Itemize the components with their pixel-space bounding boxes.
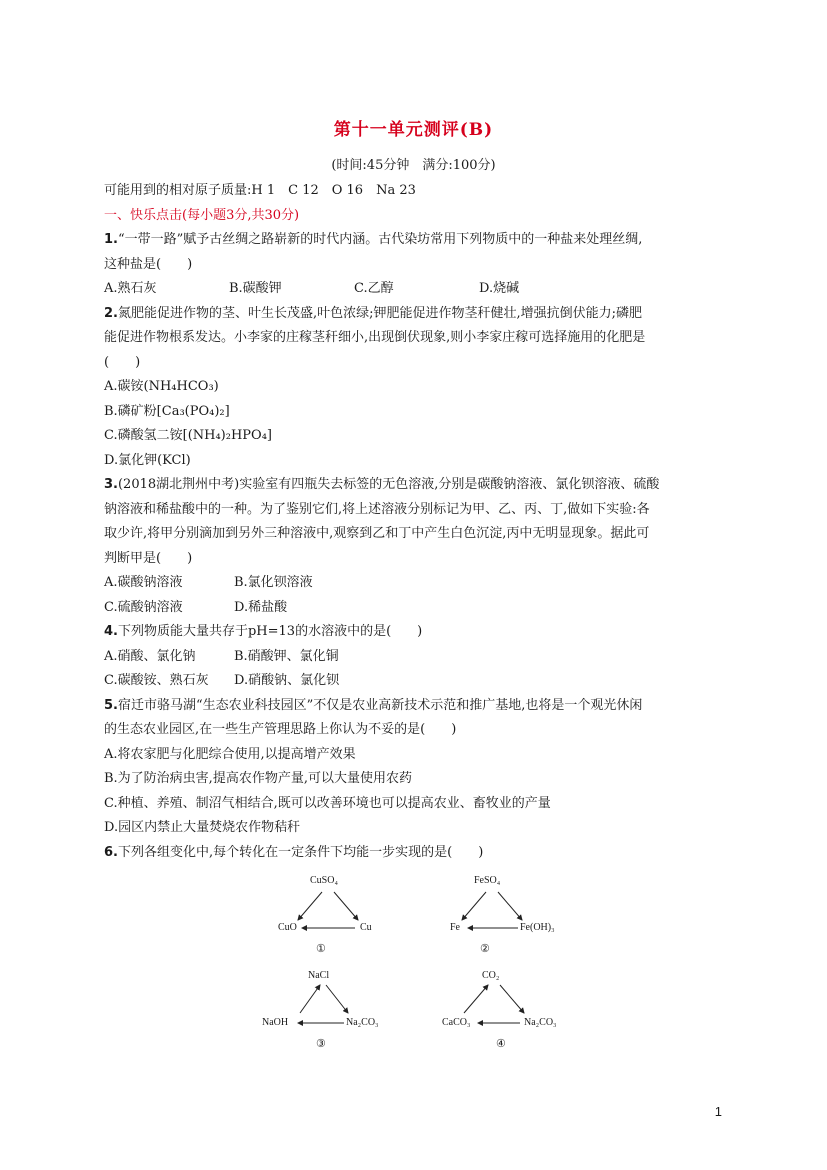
node-top: NaCl xyxy=(308,970,330,981)
diagram-4 xyxy=(440,965,570,1050)
question-text: 宿迁市骆马湖“生态农业科技园区”不仅是农业高新技术示范和推广基地,也将是一个观光休闲 xyxy=(117,697,643,713)
node-left: CaCO₃ xyxy=(442,1017,471,1028)
page-title: 第十一单元测评(B) xyxy=(333,120,494,140)
exam-info: (时间:45分钟 满分:100分) xyxy=(331,158,496,173)
question-5 xyxy=(104,694,724,719)
question-3-options-row1 xyxy=(104,571,724,596)
question-3 xyxy=(104,473,724,498)
diagram-label: ② xyxy=(480,942,490,955)
question-3-cont: 判断甲是( ) xyxy=(104,550,193,566)
question-number: 6. xyxy=(104,844,118,860)
option-c[interactable]: C.种植、养殖、制沼气相结合,既可以改善环境也可以提高农业、畜牧业的产量 xyxy=(104,795,551,811)
option-a[interactable]: A.将农家肥与化肥综合使用,以提高增产效果 xyxy=(104,746,356,762)
node-top: CuSO₄ xyxy=(310,875,338,886)
diagram-1 xyxy=(260,870,390,955)
question-3-cont: 取少许,将甲分别滴加到另外三种溶液中,观察到乙和丁中产生白色沉淀,丙中无明显现象。据此可 xyxy=(104,526,650,541)
node-right: Na₂CO₃ xyxy=(524,1017,557,1028)
question-1 xyxy=(104,228,724,253)
question-text: 下列各组变化中,每个转化在一定条件下均能一步实现的是( ) xyxy=(117,844,484,860)
question-4 xyxy=(104,620,724,645)
question-2-cont: ( ) xyxy=(104,354,141,370)
diagram-2 xyxy=(440,870,570,955)
option-b[interactable]: B.碳酸钾 xyxy=(229,281,282,296)
diagram-3 xyxy=(260,965,390,1050)
question-number: 1. xyxy=(104,232,118,247)
node-right: Cu xyxy=(360,922,372,933)
question-4-options-row1 xyxy=(104,645,724,670)
page-number: 1 xyxy=(714,1104,722,1119)
diagram-label: ④ xyxy=(496,1037,506,1050)
node-left: NaOH xyxy=(262,1017,289,1028)
question-number: 3. xyxy=(104,477,118,492)
option-a[interactable]: A.碳铵(NH₄HCO₃) xyxy=(104,379,219,394)
conversion-diagrams xyxy=(260,870,580,1050)
question-1-cont: 这种盐是( ) xyxy=(104,256,193,272)
option-b[interactable]: B.磷矿粉[Ca₃(PO₄)₂] xyxy=(104,403,230,419)
node-left: CuO xyxy=(278,922,297,933)
diagram-label: ① xyxy=(316,942,326,955)
option-b[interactable]: B.氯化钡溶液 xyxy=(234,575,313,590)
option-c[interactable]: C.碳酸铵、熟石灰 xyxy=(104,673,209,688)
option-d[interactable]: D.烧碱 xyxy=(479,281,520,296)
option-c[interactable]: C.磷酸氢二铵[(NH₄)₂HPO₄] xyxy=(104,428,272,443)
question-1-options xyxy=(104,277,724,302)
atomic-mass-line: 可能用到的相对原子质量:H 1 C 12 O 16 Na 23 xyxy=(104,183,416,198)
option-b[interactable]: B.硝酸钾、氯化铜 xyxy=(234,648,339,664)
question-5-cont: 的生态农业园区,在一些生产管理思路上你认为不妥的是( ) xyxy=(104,722,457,737)
section-heading: 一、快乐点击(每小题3分,共30分) xyxy=(104,207,300,223)
node-right: Na₂CO₃ xyxy=(346,1017,379,1028)
option-d[interactable]: D.稀盐酸 xyxy=(234,599,288,615)
option-c[interactable]: C.硫酸钠溶液 xyxy=(104,599,183,615)
question-number: 2. xyxy=(104,305,118,321)
option-d[interactable]: D.园区内禁止大量焚烧农作物秸秆 xyxy=(104,820,301,835)
option-d[interactable]: D.硝酸钠、氯化钡 xyxy=(234,673,340,688)
option-b[interactable]: B.为了防治病虫害,提高农作物产量,可以大量使用农药 xyxy=(104,771,412,786)
question-number: 5. xyxy=(104,697,118,713)
question-4-options-row2 xyxy=(104,669,724,694)
option-d[interactable]: D.氯化钾(KCl) xyxy=(104,452,191,468)
exam-content xyxy=(104,179,724,865)
triangle-arrows xyxy=(440,870,570,955)
question-text: (2018湖北荆州中考)实验室有四瓶失去标签的无色溶液,分别是碳酸钠溶液、氯化钡溶液、硫酸 xyxy=(117,477,660,492)
option-a[interactable]: A.熟石灰 xyxy=(104,281,157,296)
question-2-cont: 能促进作物根系发达。小李家的庄稼茎秆细小,出现倒伏现象,则小李家庄稼可选择施用的化肥是 xyxy=(104,330,646,345)
question-6 xyxy=(104,841,724,866)
question-text: “一带一路”赋予古丝绸之路崭新的时代内涵。古代染坊常用下列物质中的一种盐来处理丝绸, xyxy=(117,232,643,247)
question-3-cont: 钠溶液和稀盐酸中的一种。为了鉴别它们,将上述溶液分别标记为甲、乙、丙、丁,做如下实验:各 xyxy=(104,501,650,517)
option-c[interactable]: C.乙醇 xyxy=(354,281,394,296)
option-a[interactable]: A.碳酸钠溶液 xyxy=(104,575,183,590)
node-left: Fe xyxy=(450,922,460,933)
diagram-label: ③ xyxy=(316,1037,326,1050)
node-top: FeSO₄ xyxy=(474,875,501,886)
node-right: Fe(OH)₃ xyxy=(520,922,555,933)
question-3-options-row2 xyxy=(104,596,724,621)
node-top: CO₂ xyxy=(482,970,500,981)
question-text: 氮肥能促进作物的茎、叶生长茂盛,叶色浓绿;钾肥能促进作物茎秆健壮,增强抗倒伏能力;磷肥 xyxy=(117,305,643,321)
question-number: 4. xyxy=(104,624,118,639)
question-text: 下列物质能大量共存于pH=13的水溶液中的是( ) xyxy=(117,624,423,639)
option-a[interactable]: A.硝酸、氯化钠 xyxy=(104,648,196,664)
question-2 xyxy=(104,302,724,327)
